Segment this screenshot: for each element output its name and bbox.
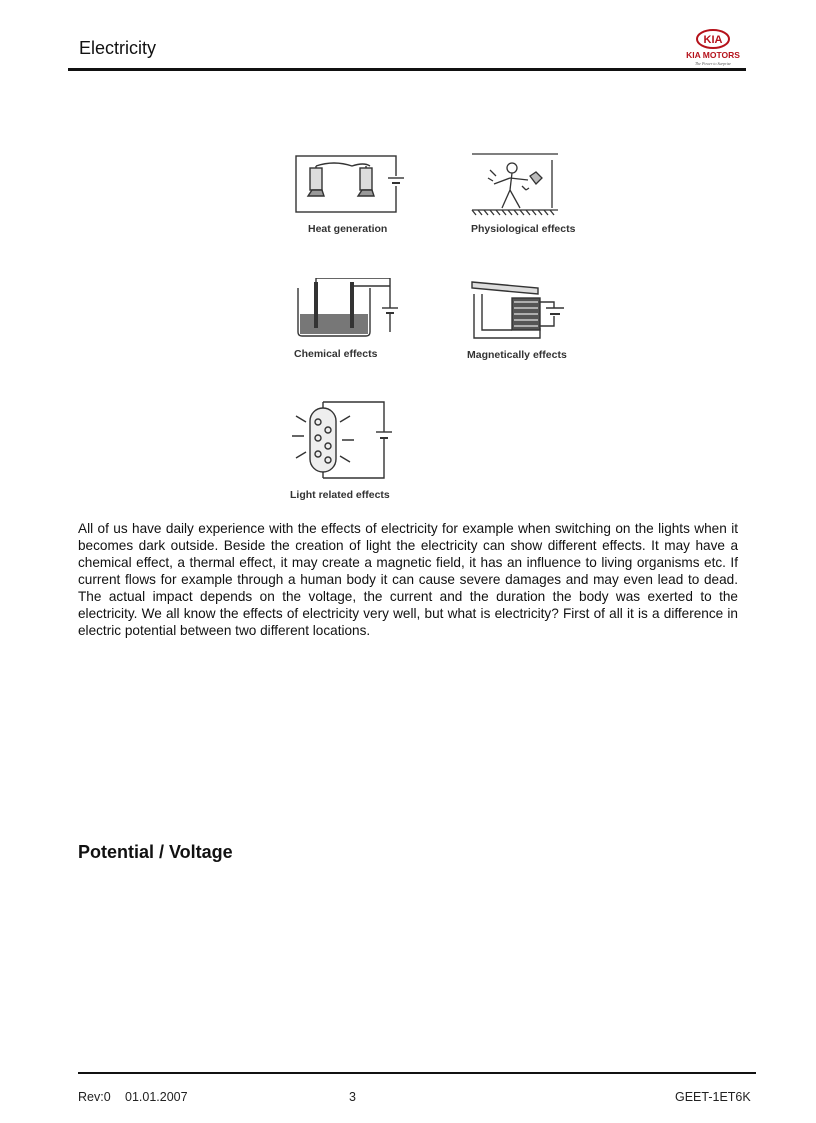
logo-name: KIA MOTORS [686,50,740,60]
figure-label-chemical: Chemical effects [294,348,378,360]
logo-tagline: The Power to Surprise [694,61,732,66]
magnetic-effects-diagram [468,280,568,342]
body-paragraph: All of us have daily experience with the effects of electricity for example when switching on the lights when it becomes dark outside. Beside the creation of light the electricity can show different effects. It may have a chemical effect, a thermal effect, it may create a magnetic field, it has an influence to living organisms etc. If current flows for example through a human body it can cause severe damages and may even lead to dead. The actual impact depends on the voltage, the current and the duration the body was exerted to the electricity. We all know the effects of electricity very well, but what is electricity? First of all it is a difference in electric potential between two different locations. [78,521,738,638]
footer-revision: Rev:0 [78,1090,111,1104]
kia-motors-logo [680,28,746,68]
light-effects-diagram [288,400,404,482]
chemical-effects-diagram [296,278,404,340]
footer-divider [78,1072,756,1074]
heat-generation-diagram [294,152,406,216]
figure-label-light: Light related effects [290,489,390,501]
figure-label-physiological: Physiological effects [471,223,576,235]
figure-label-heat: Heat generation [308,223,388,235]
logo-brand: KIA [703,34,723,46]
footer-page-number: 3 [349,1090,356,1104]
physiological-effects-diagram [470,150,562,216]
section-heading: Potential / Voltage [78,842,233,862]
figure-label-magnetic: Magnetically effects [467,349,567,361]
header-divider [68,68,746,71]
footer-doc-code: GEET-1ET6K [675,1090,751,1104]
footer-date: 01.01.2007 [125,1090,188,1104]
page-header-title: Electricity [79,38,157,58]
